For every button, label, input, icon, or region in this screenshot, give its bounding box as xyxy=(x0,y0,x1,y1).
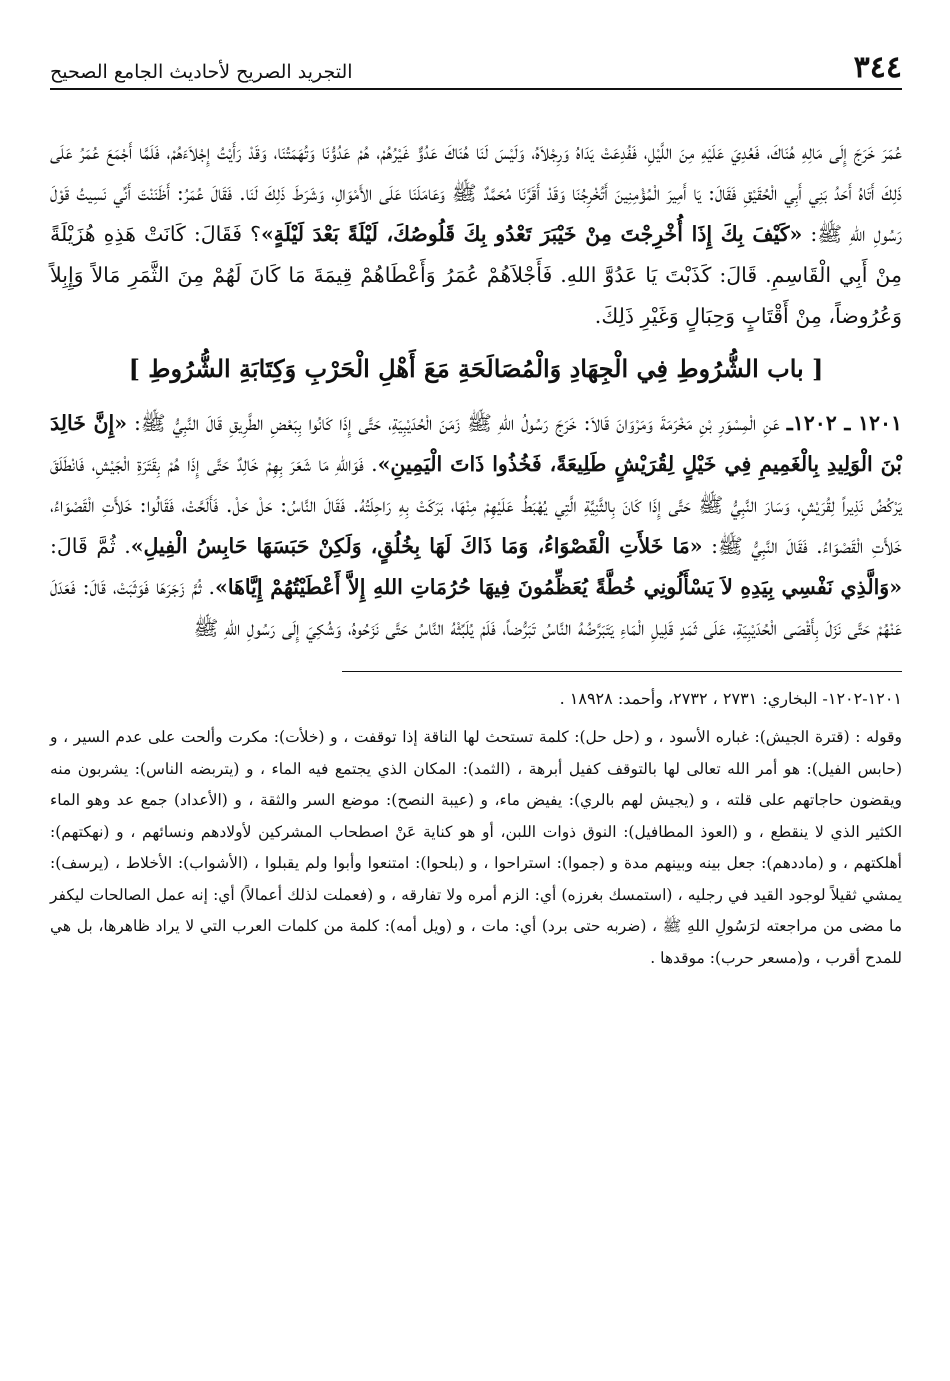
prophetic-quote: «كَيْفَ بِكَ إِذَا أُخْرِجْتَ مِنْ خَيْبَرَ تَعْدُو بِكَ قَلُوصُكَ، لَيْلَةً بَعْدَ لَيْلَةٍ» xyxy=(260,222,803,246)
narration-text: . فَوَاللهِ مَا شَعَرَ بِهِمْ خَالِدٌ حَتَّى إِذَا هُمْ بِقَتَرَةِ الْجَيْشِ، فَانْطَلَقَ يَرْكُضُ نَذِيراً لِقُرَيْشٍ، وَسَارَ النَّبِيُّ ﷺ حَتَّى إِذَا كَانَ بِالثَّنِيَّةِ الَّتِي يُهْبَطُ عَلَيْهِمْ مِنْهَا، بَرَكَتْ بِهِ رَاحِلَتُهُ. فَقَالَ النَّاسُ: حَلْ حَلْ. فَأَلَحَّتْ، فَقَالُوا: خَلأَتِ الْقَصْوَاءُ، خَلأَتِ الْقَصْوَاءُ. فَقَالَ النَّبِيُّ ﷺ: xyxy=(50,452,902,558)
glossary-text: وقوله : (قترة الجيش): غباره الأسود ، و (حل حل): كلمة تستحث لها الناقة إذا توقفت ، و (خلأت): مكرت وألحت على عدم السير ، و (حابس الفيل): هو أمر الله تعالى لها بالتوقف كفيل أبرهة ، (الثمد): المكان الذي يجتمع فيه الماء ، و (يتربضه الناس): يشربون منه ويقضون حاجاتهم على قلته ، و (يجيش لهم بالري): يفيض ماء، و (عيبة النصح): موضع السر والثقة ، و (الأعداد) جمع عد وهو الماء الكثير الذي لا ينقطع ، و (العوذ المطافيل): النوق ذوات اللبن، أو هو كناية عَنْ اصطحاب المشركين لأولادهم ونسائهم ، و (نهكتهم): أهلكتهم ، و (ماددهم): جعل بينه وبينهم مدة و (جموا): استراحوا ، و (بلحوا): امتنعوا وأبوا ولم يقبلوا ، (الأشواب): الأخلاط ، (يرسف): يمشي ثقيلاً لوجود القيد في رجليه ، (استمسك بغرزه) أي: الزم أمره ولا تفارقه ، و (فعملت لذلك أعمالاً) أي: إنه عمل الصالحات ليكفر ما مضى من مراجعته لرَسُولِ اللهِ ﷺ ، (ضربه حتى برد) أي: مات ، و (ويل أمه): كلمة من كلمات العرب التي لا يراد ظاهرها، بل هي للمدح أقرب ، و(مسعر حرب): موقدها . xyxy=(50,728,902,967)
hadith-paragraph xyxy=(50,403,902,649)
paragraph-continuation xyxy=(50,132,902,337)
book-page xyxy=(50,44,902,1344)
narration-text: عَنِ الْمِسْوَرِ بْنِ مَخْرَمَةَ وَمَرْوَانَ قَالاَ: خَرَجَ رَسُولُ اللهِ ﷺ زَمَنَ الْحُدَيْبِيَةِ، حَتَّى إِذَا كَانُوا بِبَعْضِ الطَّرِيقِ قَالَ النَّبِيُّ ﷺ: xyxy=(127,411,787,435)
prophetic-quote: «وَالَّذِي نَفْسِي بِيَدِهِ لاَ يَسْأَلُونِي خُطَّةً يُعَظِّمُونَ فِيهَا حُرُمَاتِ اللهِ إِلاَّ أَعْطَيْتُهُمْ إِيَّاهَا» xyxy=(215,575,903,599)
narration-text: ؟ فَقَالَ: كَانَتْ هَذِهِ هُزَيْلَةً مِنْ أَبِي الْقَاسِمِ. قَالَ: كَذَبْتَ يَا عَدُوَّ اللهِ. فَأَجْلاَهُمْ عُمَرُ وَأَعْطَاهُمْ قِيمَةَ مَا كَانَ لَهُمْ مِنَ الثَّمَرِ مَالاً وَإِبِلاً وَعُرُوضاً، مِنْ أَقْتَابٍ وَحِبَالٍ وَغَيْرِ ذَلِكَ. xyxy=(50,222,902,328)
main-text xyxy=(50,132,902,337)
book-title: التجريد الصريح لأحاديث الجامع الصحيح xyxy=(50,61,353,83)
narration-text: عُمَرَ خَرَجَ إِلَى مَالِهِ هُنَاكَ، فَعُدِيَ عَلَيْهِ مِنَ اللَّيْلِ، فَفُدِعَتْ يَدَاهُ وَرِجْلاَهُ، وَلَيْسَ لَنَا هُنَاكَ عَدُوٌّ غَيْرُهُمْ، هُمْ عَدُوُّنَا وَتُهَمَتُنَا، وَقَدْ رَأَيْتُ إِجْلاَءَهُمْ، فَلَمَّا أَجْمَعَ عُمَرُ عَلَى ذَلِكَ أَتَاهُ أَحَدُ بَنِي أَبِي الْحُقَيْقِ فَقَالَ: يَا أَمِيرَ الْمُؤْمِنِينَ أَتُخْرِجُنَا وَقَدْ أَقَرَّنَا مُحَمَّدٌ ﷺ وَعَامَلَنَا عَلَى الأَمْوَالِ، وَشَرَطَ ذَلِكَ لَنَا. فَقَالَ عُمَرُ: أَظَنَنْتَ أَنِّي نَسِيتُ قَوْلَ رَسُولِ اللهِ ﷺ: xyxy=(50,140,902,246)
footnote-glossary xyxy=(50,722,902,974)
running-header xyxy=(50,44,902,90)
narration-text: . ثُمَّ قَالَ: xyxy=(50,534,131,558)
footnote-reference: ١٢٠١-١٢٠٢- البخاري: ٢٧٣١ ، ٢٧٣٢، وأحمد: ١٨٩٢٨ . xyxy=(559,689,902,708)
chapter-heading: [ باب الشُّرُوطِ فِي الْجِهَادِ وَالْمُصَالَحَةِ مَعَ أَهْلِ الْحَرْبِ وَكِتَابَةِ الشُّرُوطِ ] xyxy=(128,354,824,383)
page-number: ٣٤٤ xyxy=(853,50,902,85)
narration-text: . ثُمَّ زَجَرَهَا فَوَثَبَتْ، قَالَ: فَعَدَلَ عَنْهُمْ حَتَّى نَزَلَ بِأَقْصَى الْحُدَيْبِيَةِ، عَلَى ثَمَدٍ قَلِيلِ الْمَاءِ يَتَبَرَّضُهُ النَّاسُ تَبَرُّضاً، فَلَمْ يُلَبِّثْهُ النَّاسُ حَتَّى نَزَحُوهُ، وَشُكِيَ إِلَى رَسُولِ اللهِ ﷺ xyxy=(50,575,902,640)
hadith-number: ١٢٠١ ـ ١٢٠٢ـ xyxy=(786,411,902,435)
hadith-block xyxy=(50,403,902,649)
footnote-divider xyxy=(342,671,902,672)
prophetic-quote: «مَا خَلأَتِ الْقَصْوَاءُ، وَمَا ذَاكَ لَهَا بِخُلُقٍ، وَلَكِنْ حَبَسَهَا حَابِسُ الْفِيلِ» xyxy=(130,534,703,558)
prophetic-quote: «إِنَّ خَالِدَ بْنَ الْوَلِيدِ بِالْغَمِيمِ فِي خَيْلٍ لِقُرَيْشٍ طَلِيعَةً، فَخُذُوا ذَاتَ الْيَمِينِ» xyxy=(50,411,902,476)
